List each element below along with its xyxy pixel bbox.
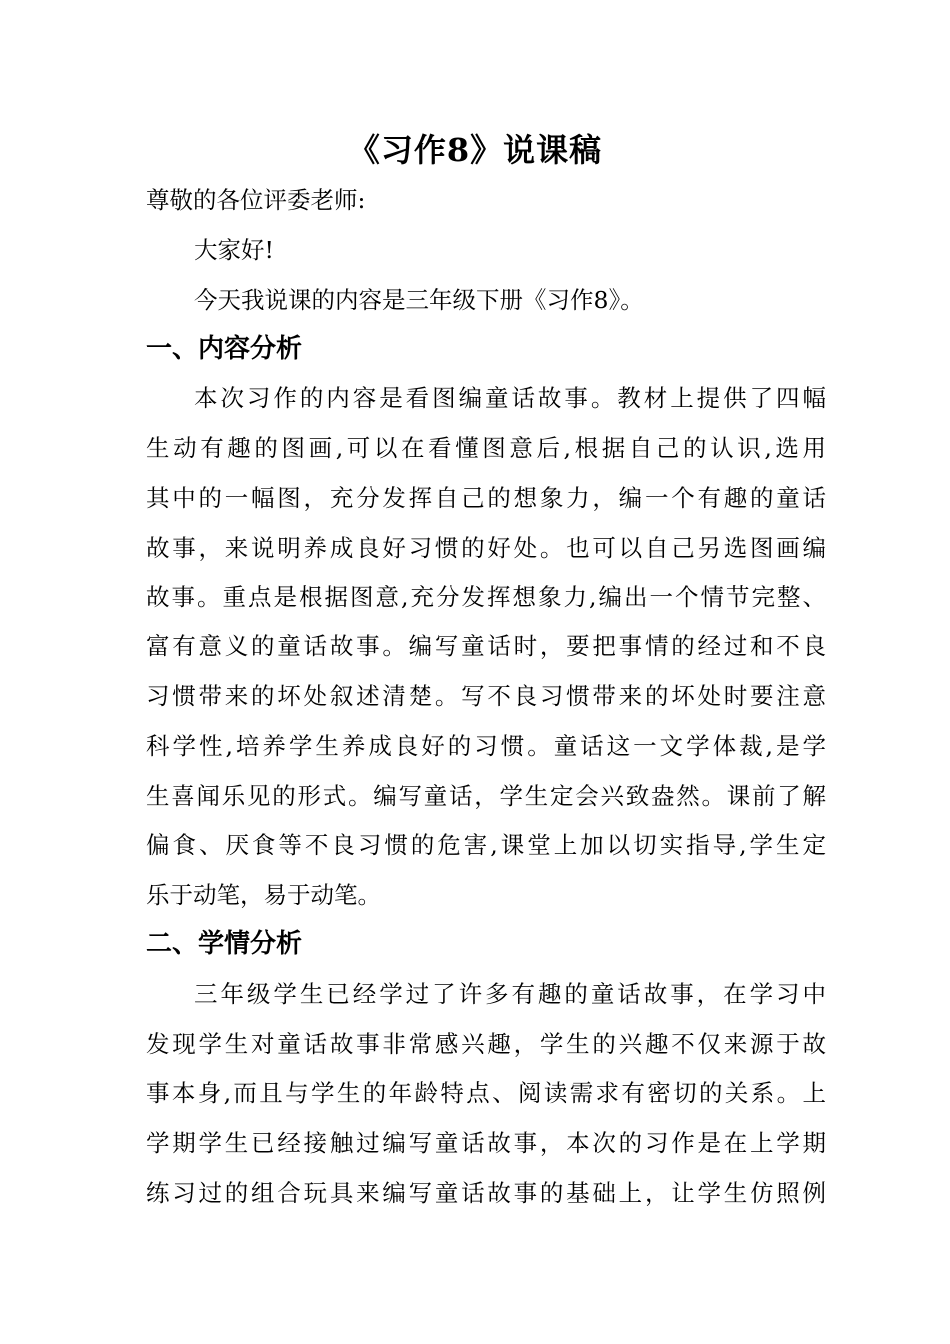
section-heading-student-analysis: 二、学情分析 <box>146 929 303 959</box>
page-title: 《习作8》说课稿 <box>347 131 603 169</box>
paragraph-line: 习惯带来的坏处叙述清楚。写不良习惯带来的坏处时要注意 <box>146 682 826 710</box>
greeting: 大家好! <box>194 236 274 264</box>
paragraph-line: 偏食、厌食等不良习惯的危害,课堂上加以切实指导,学生定 <box>146 831 826 859</box>
paragraph-line: 科学性,培养学生养成良好的习惯。童话这一文学体裁,是学 <box>146 732 826 760</box>
paragraph-line: 生动有趣的图画,可以在看懂图意后,根据自己的认识,选用 <box>146 434 826 462</box>
paragraph-line: 事本身,而且与学生的年龄特点、阅读需求有密切的关系。上 <box>146 1079 826 1107</box>
paragraph-line: 故事，来说明养成良好习惯的好处。也可以自己另选图画编 <box>146 534 826 562</box>
paragraph-line: 生喜闻乐见的形式。编写童话，学生定会兴致盎然。课前了解 <box>146 782 826 810</box>
salutation: 尊敬的各位评委老师: <box>146 186 366 214</box>
paragraph-line: 本次习作的内容是看图编童话故事。教材上提供了四幅 <box>194 384 826 412</box>
paragraph-line: 练习过的组合玩具来编写童话故事的基础上，让学生仿照例 <box>146 1179 826 1207</box>
paragraph-line: 富有意义的童话故事。编写童话时，要把事情的经过和不良 <box>146 632 826 660</box>
section-heading-content-analysis: 一、内容分析 <box>146 334 303 364</box>
paragraph-line: 乐于动笔，易于动笔。 <box>146 881 381 909</box>
intro-paragraph: 今天我说课的内容是三年级下册《习作8》。 <box>194 286 644 314</box>
paragraph-line: 故事。重点是根据图意,充分发挥想象力,编出一个情节完整、 <box>146 583 826 611</box>
paragraph-line: 其中的一幅图，充分发挥自己的想象力，编一个有趣的童话 <box>146 484 826 512</box>
paragraph-line: 三年级学生已经学过了许多有趣的童话故事，在学习中 <box>194 980 826 1008</box>
paragraph-line: 学期学生已经接触过编写童话故事，本次的习作是在上学期 <box>146 1129 826 1157</box>
paragraph-line: 发现学生对童话故事非常感兴趣，学生的兴趣不仅来源于故 <box>146 1030 826 1058</box>
